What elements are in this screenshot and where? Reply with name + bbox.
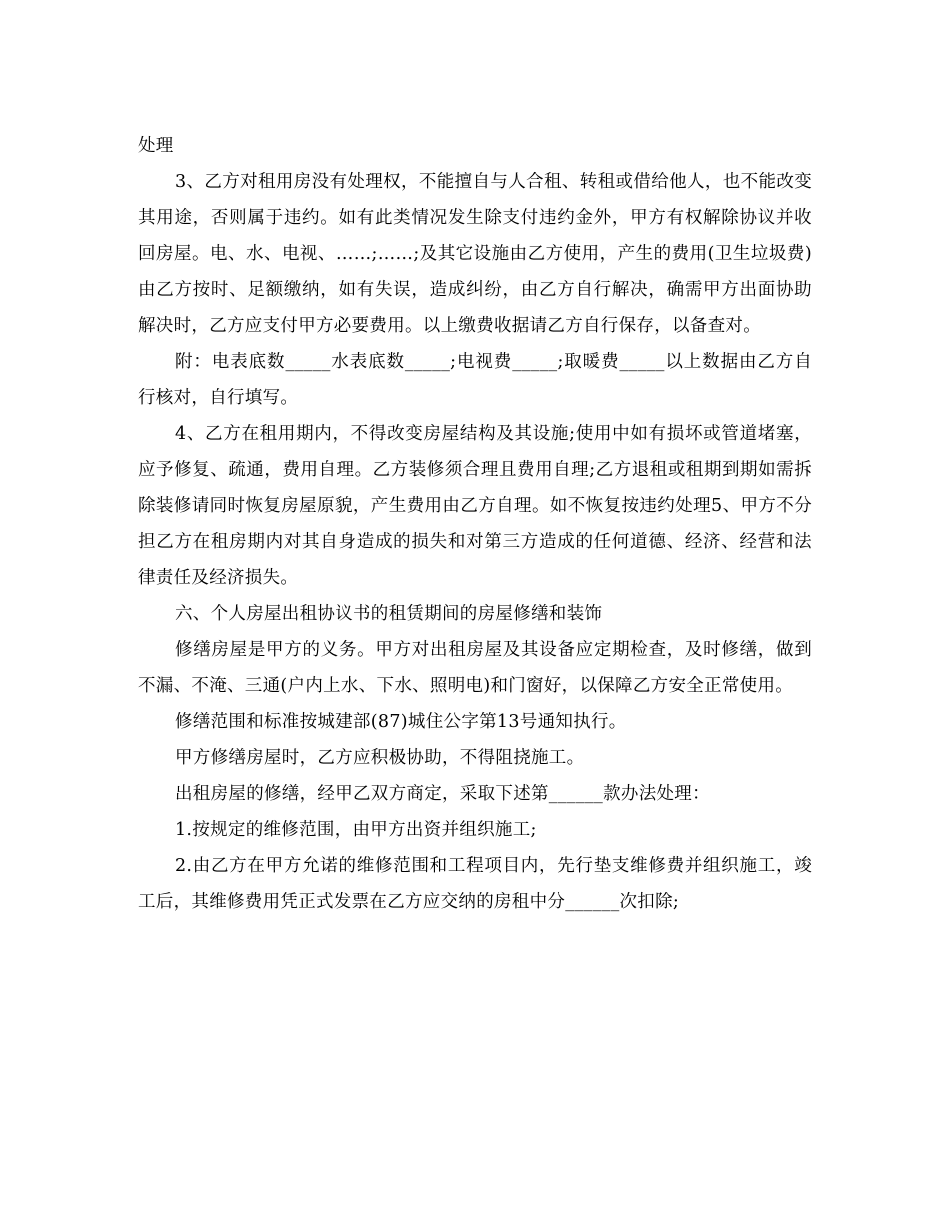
paragraph-clause-4-5: 4、乙方在租用期内，不得改变房屋结构及其设施;使用中如有损坏或管道堵塞，应予修复、疏通，费用自理。乙方装修须合理且费用自理;乙方退租或租期到期如需拆除装修请同时恢复房屋原貌，产生费用由乙方自理。如不恢复按违约处理5、甲方不分担乙方在租房期内对其自身造成的损失和对第三方造成的任何道德、经济、经营和法律责任及经济损失。 — [138, 424, 812, 588]
paragraph-repair-method: 出租房屋的修缮，经甲乙双方商定，采取下述第______款办法处理： — [175, 784, 710, 804]
paragraph-clause-3: 3、乙方对租用房没有处理权，不能擅自与人合租、转租或借给他人，也不能改变其用途，否则属于违约。如有此类情况发生除支付违约金外，甲方有权解除协议并收回房屋。电、水、电视、……;……;及其它设施由乙方使用，产生的费用(卫生垃圾费)由乙方按时、足额缴纳，如有失误，造成纠纷，由乙方自行解决，确需甲方出面协助解决时，乙方应支付甲方必要费用。以上缴费收据请乙方自行保存，以备查对。 — [138, 172, 812, 336]
paragraph-continuation: 处理 — [138, 136, 174, 156]
paragraph-repair-standard: 修缮范围和标准按城建部(87)城住公字第13号通知执行。 — [175, 712, 627, 732]
section-heading-repairs: 六、个人房屋出租协议书的租赁期间的房屋修缮和装饰 — [175, 604, 603, 624]
paragraph-repair-cooperation: 甲方修缮房屋时，乙方应积极协助，不得阻挠施工。 — [175, 748, 585, 768]
document-body — [138, 128, 812, 920]
paragraph-method-2: 2.由乙方在甲方允诺的维修范围和工程项目内，先行垫支维修费并组织施工，竣工后，其维修费用凭正式发票在乙方应交纳的房租中分______次扣除; — [138, 856, 812, 912]
paragraph-method-1: 1.按规定的维修范围，由甲方出资并组织施工; — [175, 820, 537, 840]
paragraph-meter-readings: 附：电表底数_____水表底数_____;电视费_____;取暖费_____以上数据由乙方自行核对，自行填写。 — [138, 352, 812, 408]
paragraph-repair-duty: 修缮房屋是甲方的义务。甲方对出租房屋及其设备应定期检查，及时修缮，做到不漏、不淹、三通(户内上水、下水、照明电)和门窗好，以保障乙方安全正常使用。 — [138, 640, 812, 696]
